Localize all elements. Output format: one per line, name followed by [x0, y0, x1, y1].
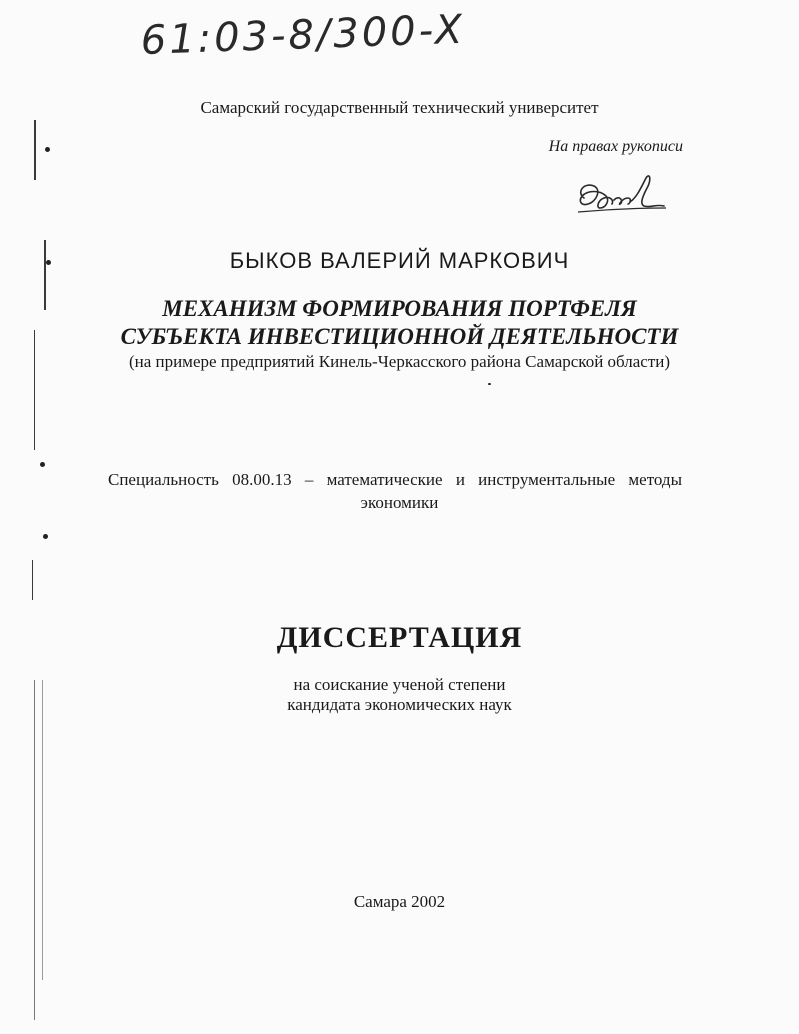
scan-edge-line	[32, 560, 33, 600]
specialty-line-1: Специальность 08.00.13 – математические и инструментальные методы	[108, 470, 682, 489]
scan-edge-line	[34, 680, 35, 1020]
specialty-line-2: экономики	[360, 493, 439, 512]
thesis-subtitle: (на примере предприятий Кинель-Черкасского района Самарской области)	[128, 352, 671, 371]
scan-edge-line	[42, 680, 43, 980]
document-type: ДИССЕРТАЦИЯ	[276, 621, 523, 654]
scan-edge-mark	[40, 462, 45, 467]
scan-edge-mark	[43, 534, 48, 539]
manuscript-note: На правах рукописи	[548, 138, 683, 155]
university-name: Самарский государственный технический университет	[200, 98, 599, 117]
thesis-title-line-2: СУБЪЕКТА ИНВЕСТИЦИОННОЙ ДЕЯТЕЛЬНОСТИ	[120, 324, 679, 349]
city-year: Самара 2002	[353, 892, 446, 911]
scan-edge-line	[34, 120, 36, 180]
author-name: БЫКОВ ВАЛЕРИЙ МАРКОВИЧ	[229, 248, 570, 273]
thesis-title-line-1: МЕХАНИЗМ ФОРМИРОВАНИЯ ПОРТФЕЛЯ	[162, 296, 637, 321]
scan-edge-mark	[45, 147, 50, 152]
degree-line-1: на соискание ученой степени	[293, 675, 506, 694]
archive-number: 61:03-8/300-X	[140, 6, 466, 64]
signature-icon	[570, 168, 670, 224]
degree-line-2: кандидата экономических наук	[287, 695, 512, 714]
scan-edge-mark	[488, 383, 491, 385]
